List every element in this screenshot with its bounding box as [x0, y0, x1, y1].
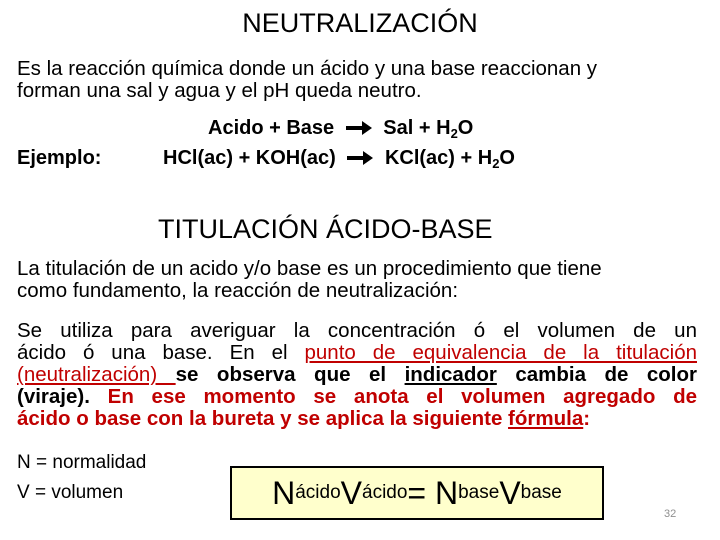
viraje-text: (viraje).	[17, 385, 108, 408]
usage-line-4	[17, 386, 697, 408]
general-eq-right: Sal + H	[383, 117, 451, 139]
intro-line-2: forman una sal y agua y el pH queda neutro.	[17, 79, 422, 102]
general-eq-end: O	[457, 117, 474, 139]
general-eq-left: Acido + Base	[208, 117, 335, 139]
usage-line-2	[17, 342, 697, 364]
formula-v-base: V	[499, 474, 521, 511]
usage-line-3	[17, 364, 697, 386]
formula-equals-n-base: = N	[407, 474, 459, 511]
legend-volumen: V = volumen	[17, 482, 124, 503]
example-equation	[163, 147, 515, 170]
formula-word: fórmula	[508, 407, 584, 430]
right-arrow-icon	[344, 120, 374, 136]
intro-paragraph	[17, 58, 707, 102]
usage-paragraph	[17, 320, 697, 430]
usage-line-1: Se utiliza para averiguar la concentración ó el volumen de un	[17, 319, 697, 342]
definition-line-2: como fundamento, la reacción de neutralización:	[17, 279, 459, 302]
usage-line-3-bold: se observa que el	[175, 363, 405, 386]
right-arrow-icon	[345, 150, 375, 166]
title-titulacion: TITULACIÓN ÁCIDO-BASE	[158, 214, 493, 244]
example-eq-subscript: 2	[492, 156, 500, 171]
definition-line-1: La titulación de un acido y/o base es un procedimiento que tiene	[17, 257, 602, 280]
example-label: Ejemplo:	[17, 147, 102, 169]
formula-v-acid: V	[340, 474, 362, 511]
general-eq-subscript: 2	[450, 126, 458, 141]
example-eq-left: HCl(ac) + KOH(ac)	[163, 147, 336, 169]
definition-paragraph	[17, 258, 707, 302]
general-equation	[208, 117, 473, 140]
usage-line-4-red: En ese momento se anota el volumen agregado de	[107, 385, 697, 408]
usage-line-3-bold-end: cambia de color	[496, 363, 698, 386]
formula-box: N ácido V ácido = N base V base	[230, 466, 604, 520]
usage-line-5	[17, 408, 697, 430]
page-number: 32	[664, 508, 677, 520]
legend-normalidad: N = normalidad	[17, 452, 147, 473]
usage-line-5-colon: :	[583, 407, 591, 430]
example-eq-right: KCl(ac) + H	[384, 147, 493, 169]
usage-line-5-red: ácido o base con la bureta y se aplica la siguiente	[17, 407, 509, 430]
neutralization-text: (neutralización)	[17, 363, 176, 386]
equivalence-point-text: punto de equivalencia de la titulación	[304, 341, 697, 364]
intro-line-1: Es la reacción química donde un ácido y una base reaccionan y	[17, 57, 598, 80]
usage-line-2-plain: ácido ó una base. En el	[17, 341, 305, 364]
formula-n-acid: N	[272, 474, 296, 511]
example-eq-end: O	[499, 147, 515, 169]
title-neutralizacion: NEUTRALIZACIÓN	[242, 8, 478, 38]
indicator-text: indicador	[404, 363, 497, 386]
